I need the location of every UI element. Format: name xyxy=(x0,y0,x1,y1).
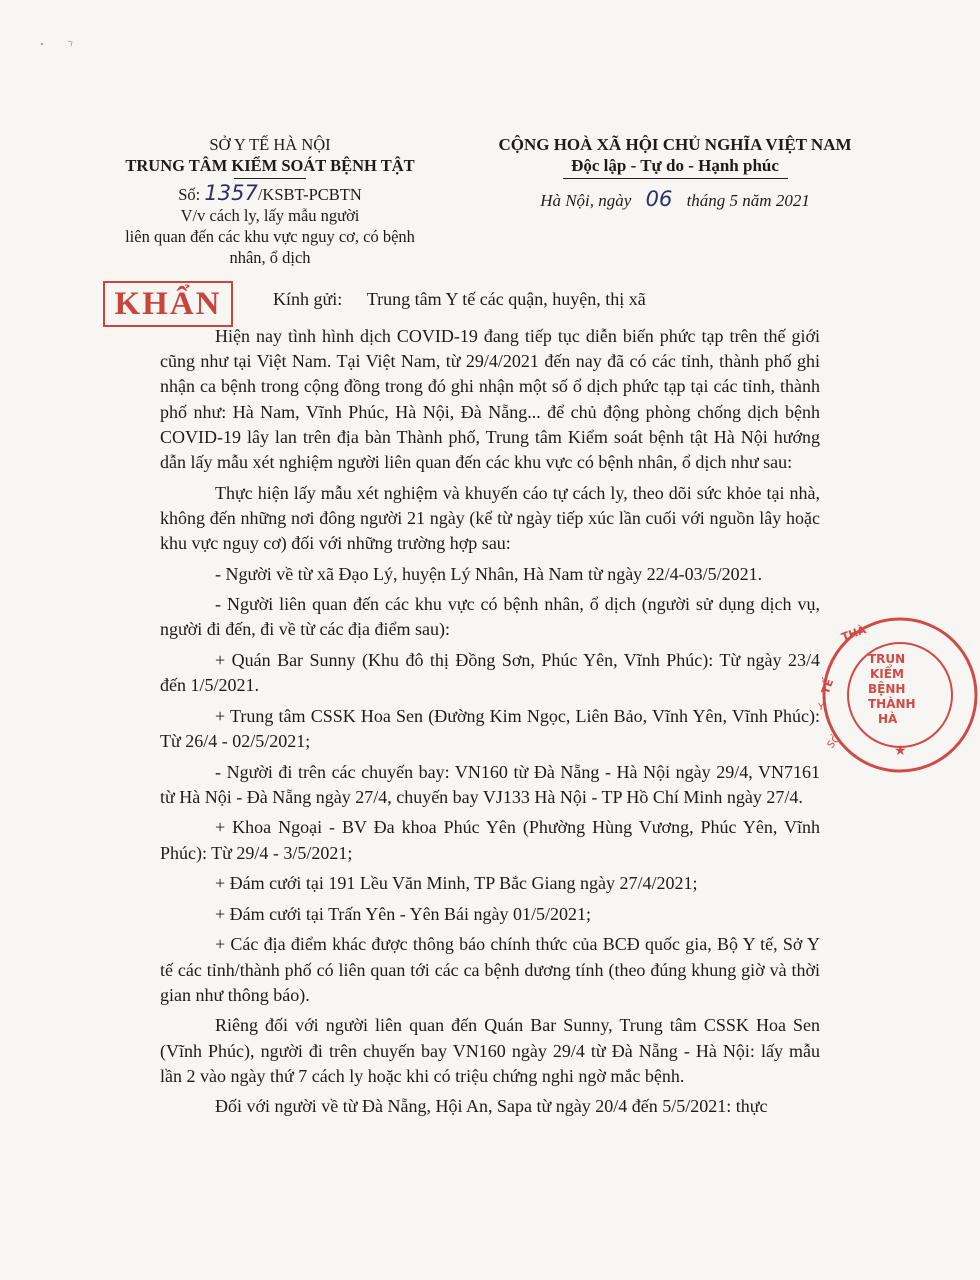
date-day-handwritten: 06 xyxy=(645,187,673,211)
body-paragraph: + Các địa điểm khác được thông báo chính thức của BCĐ quốc gia, Bộ Y tế, Sở Y tế các tỉnh/thành phố có liên quan tới các ca bệnh dương tính (theo đúng khung giờ và thời gian như thông báo). xyxy=(160,934,820,1005)
motto-underline xyxy=(563,178,788,179)
recipient-value: Trung tâm Y tế các quận, huyện, thị xã xyxy=(366,289,646,309)
body-paragraph: + Trung tâm CSSK Hoa Sen (Đường Kim Ngọc, Liên Bảo, Vĩnh Yên, Vĩnh Phúc): Từ 26/4 - 02/5/2021; xyxy=(160,705,820,751)
doc-number-suffix: /KSBT-PCBTN xyxy=(257,185,362,204)
official-seal-icon xyxy=(820,615,980,775)
svg-text:THÀ: THÀ xyxy=(839,623,868,644)
svg-text:★: ★ xyxy=(894,743,907,759)
date-suffix: tháng 5 năm 2021 xyxy=(686,191,810,210)
svg-text:TẾ: TẾ xyxy=(818,677,837,696)
scan-mark-icon xyxy=(38,38,78,48)
agency-underline xyxy=(234,178,306,179)
seal-line: KIỂM xyxy=(870,667,904,681)
doc-number-handwritten: 1357 xyxy=(204,181,258,205)
seal-line: BỆNH xyxy=(868,682,906,696)
document-number xyxy=(120,183,420,205)
svg-text:Y: Y xyxy=(818,702,825,713)
recipient-label: Kính gửi: xyxy=(273,289,343,309)
body-paragraph: + Đám cưới tại Trấn Yên - Yên Bái ngày 01/5/2021; xyxy=(215,903,592,924)
agency-name: TRUNG TÂM KIỂM SOÁT BỆNH TẬT xyxy=(125,156,415,175)
issue-date xyxy=(470,189,880,211)
body-paragraph: - Người về từ xã Đạo Lý, huyện Lý Nhân, Hà Nam từ ngày 22/4-03/5/2021. xyxy=(215,563,763,584)
subject-line-2: liên quan đến các khu vực nguy cơ, có bệnh xyxy=(125,227,415,246)
subject-line-3: nhân, ổ dịch xyxy=(229,248,311,267)
nation-name: CỘNG HOÀ XÃ HỘI CHỦ NGHĨA VIỆT NAM xyxy=(498,135,852,154)
body-paragraph: Đối với người về từ Đà Nẵng, Hội An, Sapa từ ngày 20/4 đến 5/5/2021: thực xyxy=(215,1096,768,1117)
issuer-block xyxy=(120,134,420,268)
recipient-line xyxy=(273,289,646,310)
doc-number-label: Số: xyxy=(178,185,201,204)
national-header xyxy=(470,134,880,211)
subject-line-1: V/v cách ly, lấy mẫu người xyxy=(180,206,360,225)
body-paragraph: Thực hiện lấy mẫu xét nghiệm và khuyến cáo tự cách ly, theo dõi sức khỏe tại nhà, không đến những nơi đông người 21 ngày (kể từ ngày tiếp xúc lần cuối với nguồn lây hoặc khu vực nguy cơ) đối với những trường hợp sau: xyxy=(160,482,820,554)
body-paragraph: + Khoa Ngoại - BV Đa khoa Phúc Yên (Phường Hùng Vương, Phúc Yên, Vĩnh Phúc): Từ 29/4 - 3/5/2021; xyxy=(160,817,820,863)
seal-line: TRUN xyxy=(868,652,906,666)
body-paragraph: + Đám cưới tại 191 Lều Văn Minh, TP Bắc Giang ngày 27/4/2021; xyxy=(215,873,698,894)
body-paragraph: Hiện nay tình hình dịch COVID-19 đang tiếp tục diễn biến phức tạp trên thế giới cũng như tại Việt Nam. Tại Việt Nam, từ 29/4/2021 đến nay đã có các tỉnh, thành phố ghi nhận ca bệnh trong cộng đồng trong đó ghi nhận một số ổ dịch phức tạp tại các tỉnh, thành phố như: Hà Nam, Vĩnh Phúc, Hà Nội, Đà Nẵng... để chủ động phòng chống dịch bệnh COVID-19 lây lan trên địa bàn Thành phố, Trung tâm Kiểm soát bệnh tật Hà Nội hướng dẫn lấy mẫu xét nghiệm người liên quan đến các khu vực có bệnh nhân, ổ dịch như sau: xyxy=(160,326,820,473)
body-paragraph: - Người đi trên các chuyến bay: VN160 từ Đà Nẵng - Hà Nội ngày 29/4, VN7161 từ Hà Nội - Đà Nẵng ngày 27/4, chuyến bay VJ133 Hà Nội - TP Hồ Chí Minh ngày 27/4. xyxy=(160,761,820,807)
seal-line: HÀ xyxy=(878,712,898,726)
svg-text:SỞ: SỞ xyxy=(825,731,845,751)
date-prefix: Hà Nội, ngày xyxy=(540,191,632,210)
national-motto: Độc lập - Tự do - Hạnh phúc xyxy=(571,156,779,175)
urgent-stamp: KHẨN xyxy=(103,281,233,327)
seal-line: THÀNH xyxy=(868,697,916,711)
body-paragraph: Riêng đối với người liên quan đến Quán Bar Sunny, Trung tâm CSSK Hoa Sen (Vĩnh Phúc), người đi trên chuyến bay VN160 ngày 29/4 từ Đà Nẵng - Hà Nội: lấy mẫu lần 2 vào ngày thứ 7 cách ly hoặc khi có triệu chứng nghi ngờ mắc bệnh. xyxy=(160,1015,820,1086)
department-name: SỞ Y TẾ HÀ NỘI xyxy=(209,135,331,154)
body-paragraph: + Quán Bar Sunny (Khu đô thị Đồng Sơn, Phúc Yên, Vĩnh Phúc): Từ ngày 23/4 đến 1/5/2021. xyxy=(160,650,820,696)
document-body xyxy=(160,324,820,1120)
body-paragraph: - Người liên quan đến các khu vực có bệnh nhân, ổ dịch (người sử dụng dịch vụ, người đi đến, đi về từ các địa điểm sau): xyxy=(160,594,820,640)
